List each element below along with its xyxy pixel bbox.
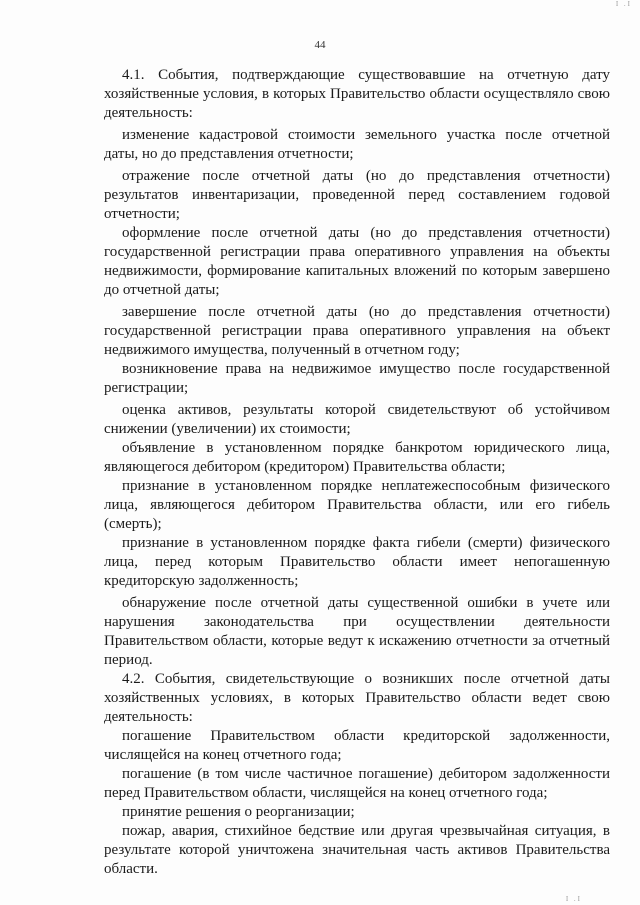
document-body: [104, 66, 610, 879]
list-item: оценка активов, результаты которой свидетельствуют об устойчивом снижении (увеличении) их стоимости;: [104, 402, 610, 437]
scan-mark-top: I .I: [615, 0, 632, 8]
list-item: объявление в установленном порядке банкротом юридического лица, являющегося дебитором (кредитором) Правительства области;: [104, 440, 610, 475]
list-item: погашение (в том числе частичное погашение) дебитором задолженности перед Правительством области, числящейся на конец отчетного года;: [104, 766, 610, 801]
list-item: завершение после отчетной даты (но до представления отчетности) государственной регистрации права оперативного управления на объект недвижимого имущества, полученный в отчетном году;: [104, 304, 610, 358]
list-item: признание в установленном порядке неплатежеспособным физического лица, являющегося дебитором Правительства области, или его гибель (смерть);: [104, 478, 610, 532]
list-item: обнаружение после отчетной даты существенной ошибки в учете или нарушения законодательства при осуществлении деятельности Правительством области, которые ведут к искажению отчетности за отчетный период.: [104, 595, 610, 668]
list-item: погашение Правительством области кредиторской задолженности, числящейся на конец отчетного года;: [104, 728, 610, 763]
section-heading-4-1: 4.1. События, подтверждающие существовавшие на отчетную дату хозяйственные условия, в которых Правительство области осуществляло свою деятельность:: [104, 67, 610, 121]
list-item: принятие решения о реорганизации;: [122, 804, 355, 820]
list-item: оформление после отчетной даты (но до представления отчетности) государственной регистрации права оперативного управления на объекты недвижимости, формирование капитальных вложений по которым завершено до отчетной даты;: [104, 225, 610, 298]
list-item: возникновение права на недвижимое имущество после государственной регистрации;: [104, 361, 610, 396]
section-heading-4-2: 4.2. События, свидетельствующие о возникших после отчетной даты хозяйственных условиях, в которых Правительство области ведет свою деятельность:: [104, 671, 610, 725]
list-item: признание в установленном порядке факта гибели (смерти) физического лица, перед которым Правительство области имеет непогашенную кредиторскую задолженность;: [104, 535, 610, 589]
list-item: изменение кадастровой стоимости земельного участка после отчетной даты, но до представления отчетности;: [104, 127, 610, 162]
list-item: пожар, авария, стихийное бедствие или другая чрезвычайная ситуация, в результате которой уничтожена значительная часть активов Правительства области.: [104, 823, 610, 877]
list-item: отражение после отчетной даты (но до представления отчетности) результатов инвентаризации, проведенной перед составлением годовой отчетности;: [104, 168, 610, 222]
scan-mark-bottom: I .I: [565, 895, 582, 903]
page-number: 44: [314, 39, 326, 51]
